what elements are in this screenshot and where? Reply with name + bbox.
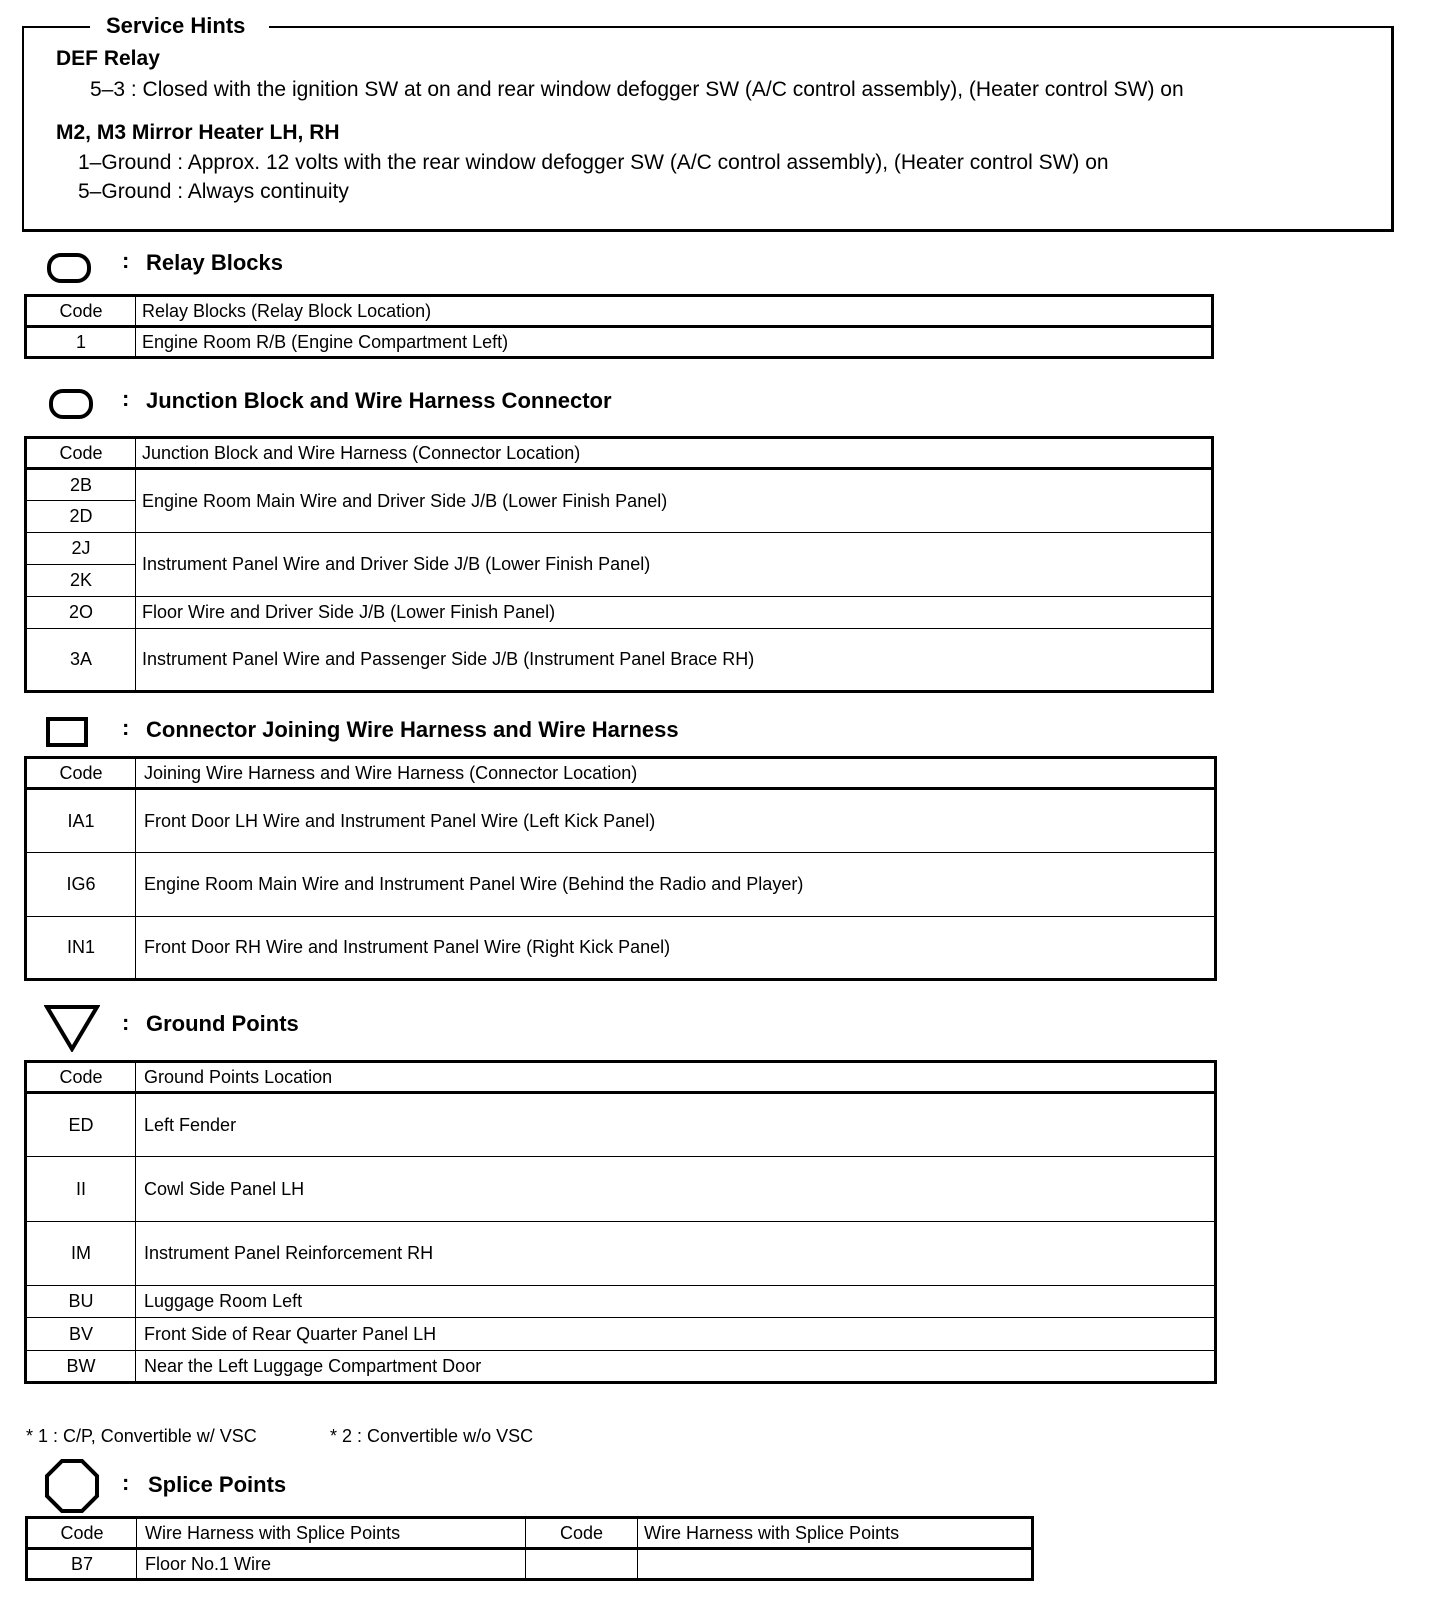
table-row xyxy=(26,1286,1216,1318)
code-header: Code xyxy=(27,1518,137,1549)
code-cell: 1 xyxy=(26,327,136,358)
connectors-colon: : xyxy=(122,715,130,740)
location-cell: Front Side of Rear Quarter Panel LH xyxy=(136,1318,1216,1351)
connectors-title: Connector Joining Wire Harness and Wire Harness xyxy=(146,717,679,742)
table-row xyxy=(27,1549,1033,1580)
location-header: Ground Points Location xyxy=(136,1062,1216,1093)
connector-symbol-icon xyxy=(45,716,91,750)
location-cell: Luggage Room Left xyxy=(136,1286,1216,1318)
mirror-heater-hint-2: 5–Ground : Always continuity xyxy=(78,180,349,203)
code-cell: IM xyxy=(26,1222,136,1286)
ground-points-title: Ground Points xyxy=(146,1011,299,1036)
table-row xyxy=(26,629,1213,692)
code-header: Code xyxy=(26,1062,136,1093)
table-header-row xyxy=(26,758,1216,789)
code-header: Code xyxy=(526,1518,638,1549)
wire-harness-header: Wire Harness with Splice Points xyxy=(137,1518,526,1549)
table-row xyxy=(26,1157,1216,1222)
location-cell: Near the Left Luggage Compartment Door xyxy=(136,1351,1216,1383)
junction-blocks-title: Junction Block and Wire Harness Connector xyxy=(146,388,612,413)
footnote-2: * 2 : Convertible w/o VSC xyxy=(330,1426,534,1446)
code-cell: IN1 xyxy=(26,917,136,980)
location-cell: Engine Room R/B (Engine Compartment Left) xyxy=(136,327,1213,358)
code-cell: 2B xyxy=(26,469,136,501)
location-cell: Instrument Panel Reinforcement RH xyxy=(136,1222,1216,1286)
relay-blocks-title: Relay Blocks xyxy=(146,250,283,275)
junction-blocks-colon: : xyxy=(122,386,130,411)
code-cell: B7 xyxy=(27,1549,137,1580)
code-cell: 2J xyxy=(26,533,136,565)
splice-points-title: Splice Points xyxy=(148,1472,287,1497)
junction-block-symbol-icon xyxy=(48,388,94,420)
location-cell: Front Door LH Wire and Instrument Panel Wire (Left Kick Panel) xyxy=(136,789,1216,853)
code-cell: 2D xyxy=(26,501,136,533)
connectors-table xyxy=(24,756,1217,981)
location-cell: Instrument Panel Wire and Driver Side J/B (Lower Finish Panel) xyxy=(136,533,1213,597)
code-cell: IA1 xyxy=(26,789,136,853)
code-header: Code xyxy=(26,438,136,469)
location-header: Relay Blocks (Relay Block Location) xyxy=(136,296,1213,327)
table-row xyxy=(26,327,1213,358)
table-row xyxy=(26,597,1213,629)
code-cell: 2O xyxy=(26,597,136,629)
wire-harness-header: Wire Harness with Splice Points xyxy=(638,1518,1033,1549)
def-relay-hint: 5–3 : Closed with the ignition SW at on and rear window defogger SW (A/C control assembly), (Heater control SW) on xyxy=(90,78,1184,101)
table-row xyxy=(26,469,1213,501)
relay-blocks-colon: : xyxy=(122,248,130,273)
wire-harness-cell xyxy=(638,1549,1033,1580)
location-cell: Front Door RH Wire and Instrument Panel Wire (Right Kick Panel) xyxy=(136,917,1216,980)
ground-points-table xyxy=(24,1060,1217,1384)
code-cell: IG6 xyxy=(26,853,136,917)
junction-blocks-table xyxy=(24,436,1214,693)
mirror-heater-hint-1: 1–Ground : Approx. 12 volts with the rear window defogger SW (A/C control assembly), (Heater control SW) on xyxy=(78,151,1109,174)
table-row xyxy=(26,1318,1216,1351)
location-cell: Instrument Panel Wire and Passenger Side J/B (Instrument Panel Brace RH) xyxy=(136,629,1213,692)
code-cell: ED xyxy=(26,1093,136,1157)
table-row xyxy=(26,1222,1216,1286)
splice-points-colon: : xyxy=(122,1470,130,1495)
wire-harness-cell: Floor No.1 Wire xyxy=(137,1549,526,1580)
table-row xyxy=(26,789,1216,853)
location-cell: Cowl Side Panel LH xyxy=(136,1157,1216,1222)
code-cell: BW xyxy=(26,1351,136,1383)
location-cell: Left Fender xyxy=(136,1093,1216,1157)
location-header: Junction Block and Wire Harness (Connector Location) xyxy=(136,438,1213,469)
table-row xyxy=(26,853,1216,917)
ground-symbol-icon xyxy=(44,1004,100,1052)
code-cell xyxy=(526,1549,638,1580)
ground-points-colon: : xyxy=(122,1010,130,1035)
table-row xyxy=(26,1093,1216,1157)
location-cell: Engine Room Main Wire and Instrument Panel Wire (Behind the Radio and Player) xyxy=(136,853,1216,917)
table-header-row xyxy=(26,438,1213,469)
service-hints-legend: Service Hints xyxy=(90,12,269,40)
splice-points-table xyxy=(25,1516,1034,1581)
code-header: Code xyxy=(26,296,136,327)
code-cell: II xyxy=(26,1157,136,1222)
table-header-row xyxy=(26,296,1213,327)
relay-block-symbol-icon xyxy=(46,252,92,284)
footnote-1: * 1 : C/P, Convertible w/ VSC xyxy=(26,1426,257,1446)
code-cell: 3A xyxy=(26,629,136,692)
table-row xyxy=(26,1351,1216,1383)
location-cell: Floor Wire and Driver Side J/B (Lower Finish Panel) xyxy=(136,597,1213,629)
relay-blocks-table xyxy=(24,294,1214,359)
location-header: Joining Wire Harness and Wire Harness (Connector Location) xyxy=(136,758,1216,789)
table-header-row xyxy=(26,1062,1216,1093)
table-row xyxy=(26,917,1216,980)
table-header-row xyxy=(27,1518,1033,1549)
code-cell: 2K xyxy=(26,565,136,597)
code-header: Code xyxy=(26,758,136,789)
table-row xyxy=(26,533,1213,565)
splice-point-symbol-icon xyxy=(44,1458,100,1514)
location-cell: Engine Room Main Wire and Driver Side J/B (Lower Finish Panel) xyxy=(136,469,1213,533)
code-cell: BU xyxy=(26,1286,136,1318)
mirror-heater-title: M2, M3 Mirror Heater LH, RH xyxy=(56,121,340,144)
code-cell: BV xyxy=(26,1318,136,1351)
def-relay-title: DEF Relay xyxy=(56,47,160,70)
